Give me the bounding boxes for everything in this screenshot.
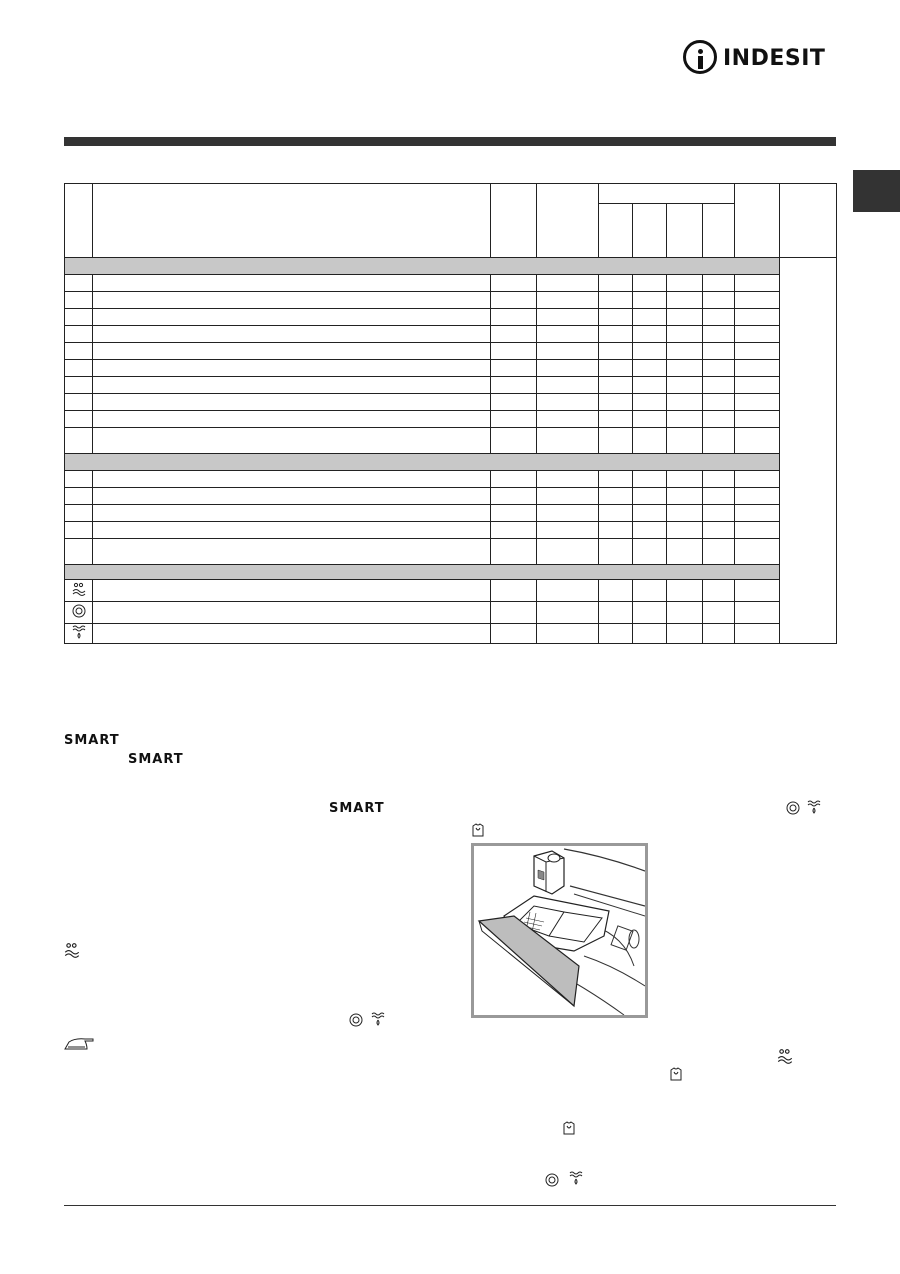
header-cell (780, 184, 837, 258)
table-row (65, 275, 837, 292)
table-row (65, 428, 837, 454)
spin-icon (348, 1012, 364, 1028)
programme-table (64, 183, 837, 644)
drain-icon (65, 624, 93, 644)
table-row (65, 505, 837, 522)
footer-rule (64, 1205, 836, 1206)
table-row (65, 377, 837, 394)
iron-icon (63, 1035, 97, 1053)
table-row (65, 522, 837, 539)
section-band (65, 565, 837, 580)
shirt-icon (668, 1066, 684, 1082)
brand-logo (683, 38, 843, 83)
table-row (65, 411, 837, 428)
wash-drops-icon (63, 941, 81, 959)
spin-icon (65, 602, 93, 624)
shirt-icon (561, 1120, 577, 1136)
section-band (65, 258, 837, 275)
notes-cell (780, 258, 837, 644)
table-row (65, 360, 837, 377)
table-row (65, 343, 837, 360)
indesit-logo-icon (683, 40, 717, 74)
header-cell (491, 184, 537, 258)
header-rule (64, 137, 836, 146)
header-group-cell (599, 184, 735, 204)
drain-icon (806, 798, 822, 816)
table-row (65, 624, 837, 644)
table-row (65, 580, 837, 602)
wash-drops-icon (776, 1047, 794, 1065)
brand-name: INDESIT (723, 46, 826, 71)
table-row (65, 309, 837, 326)
table-header-row (65, 184, 837, 204)
header-cell (65, 184, 93, 258)
header-cell (667, 204, 703, 258)
table-row (65, 326, 837, 343)
smart-mark: SMART (128, 752, 184, 767)
drain-icon (370, 1010, 386, 1028)
header-cell (735, 184, 780, 258)
detergent-drawer-drawing (474, 846, 645, 1015)
smart-mark: SMART (64, 733, 120, 748)
header-cell (599, 204, 633, 258)
table-row (65, 394, 837, 411)
table-row (65, 488, 837, 505)
header-cell (537, 184, 599, 258)
smart-mark: SMART (329, 801, 385, 816)
table-row (65, 602, 837, 624)
header-cell (703, 204, 735, 258)
spin-icon (544, 1172, 560, 1188)
section-band (65, 454, 837, 471)
detergent-drawer-illustration (471, 843, 648, 1018)
shirt-icon (470, 822, 486, 838)
header-cell (633, 204, 667, 258)
header-cell (93, 184, 491, 258)
table-row (65, 539, 837, 565)
drain-icon (568, 1169, 584, 1187)
spin-icon (785, 800, 801, 816)
table-row (65, 471, 837, 488)
table-row (65, 292, 837, 309)
language-tab (853, 170, 900, 212)
wash-drops-icon (65, 580, 93, 602)
